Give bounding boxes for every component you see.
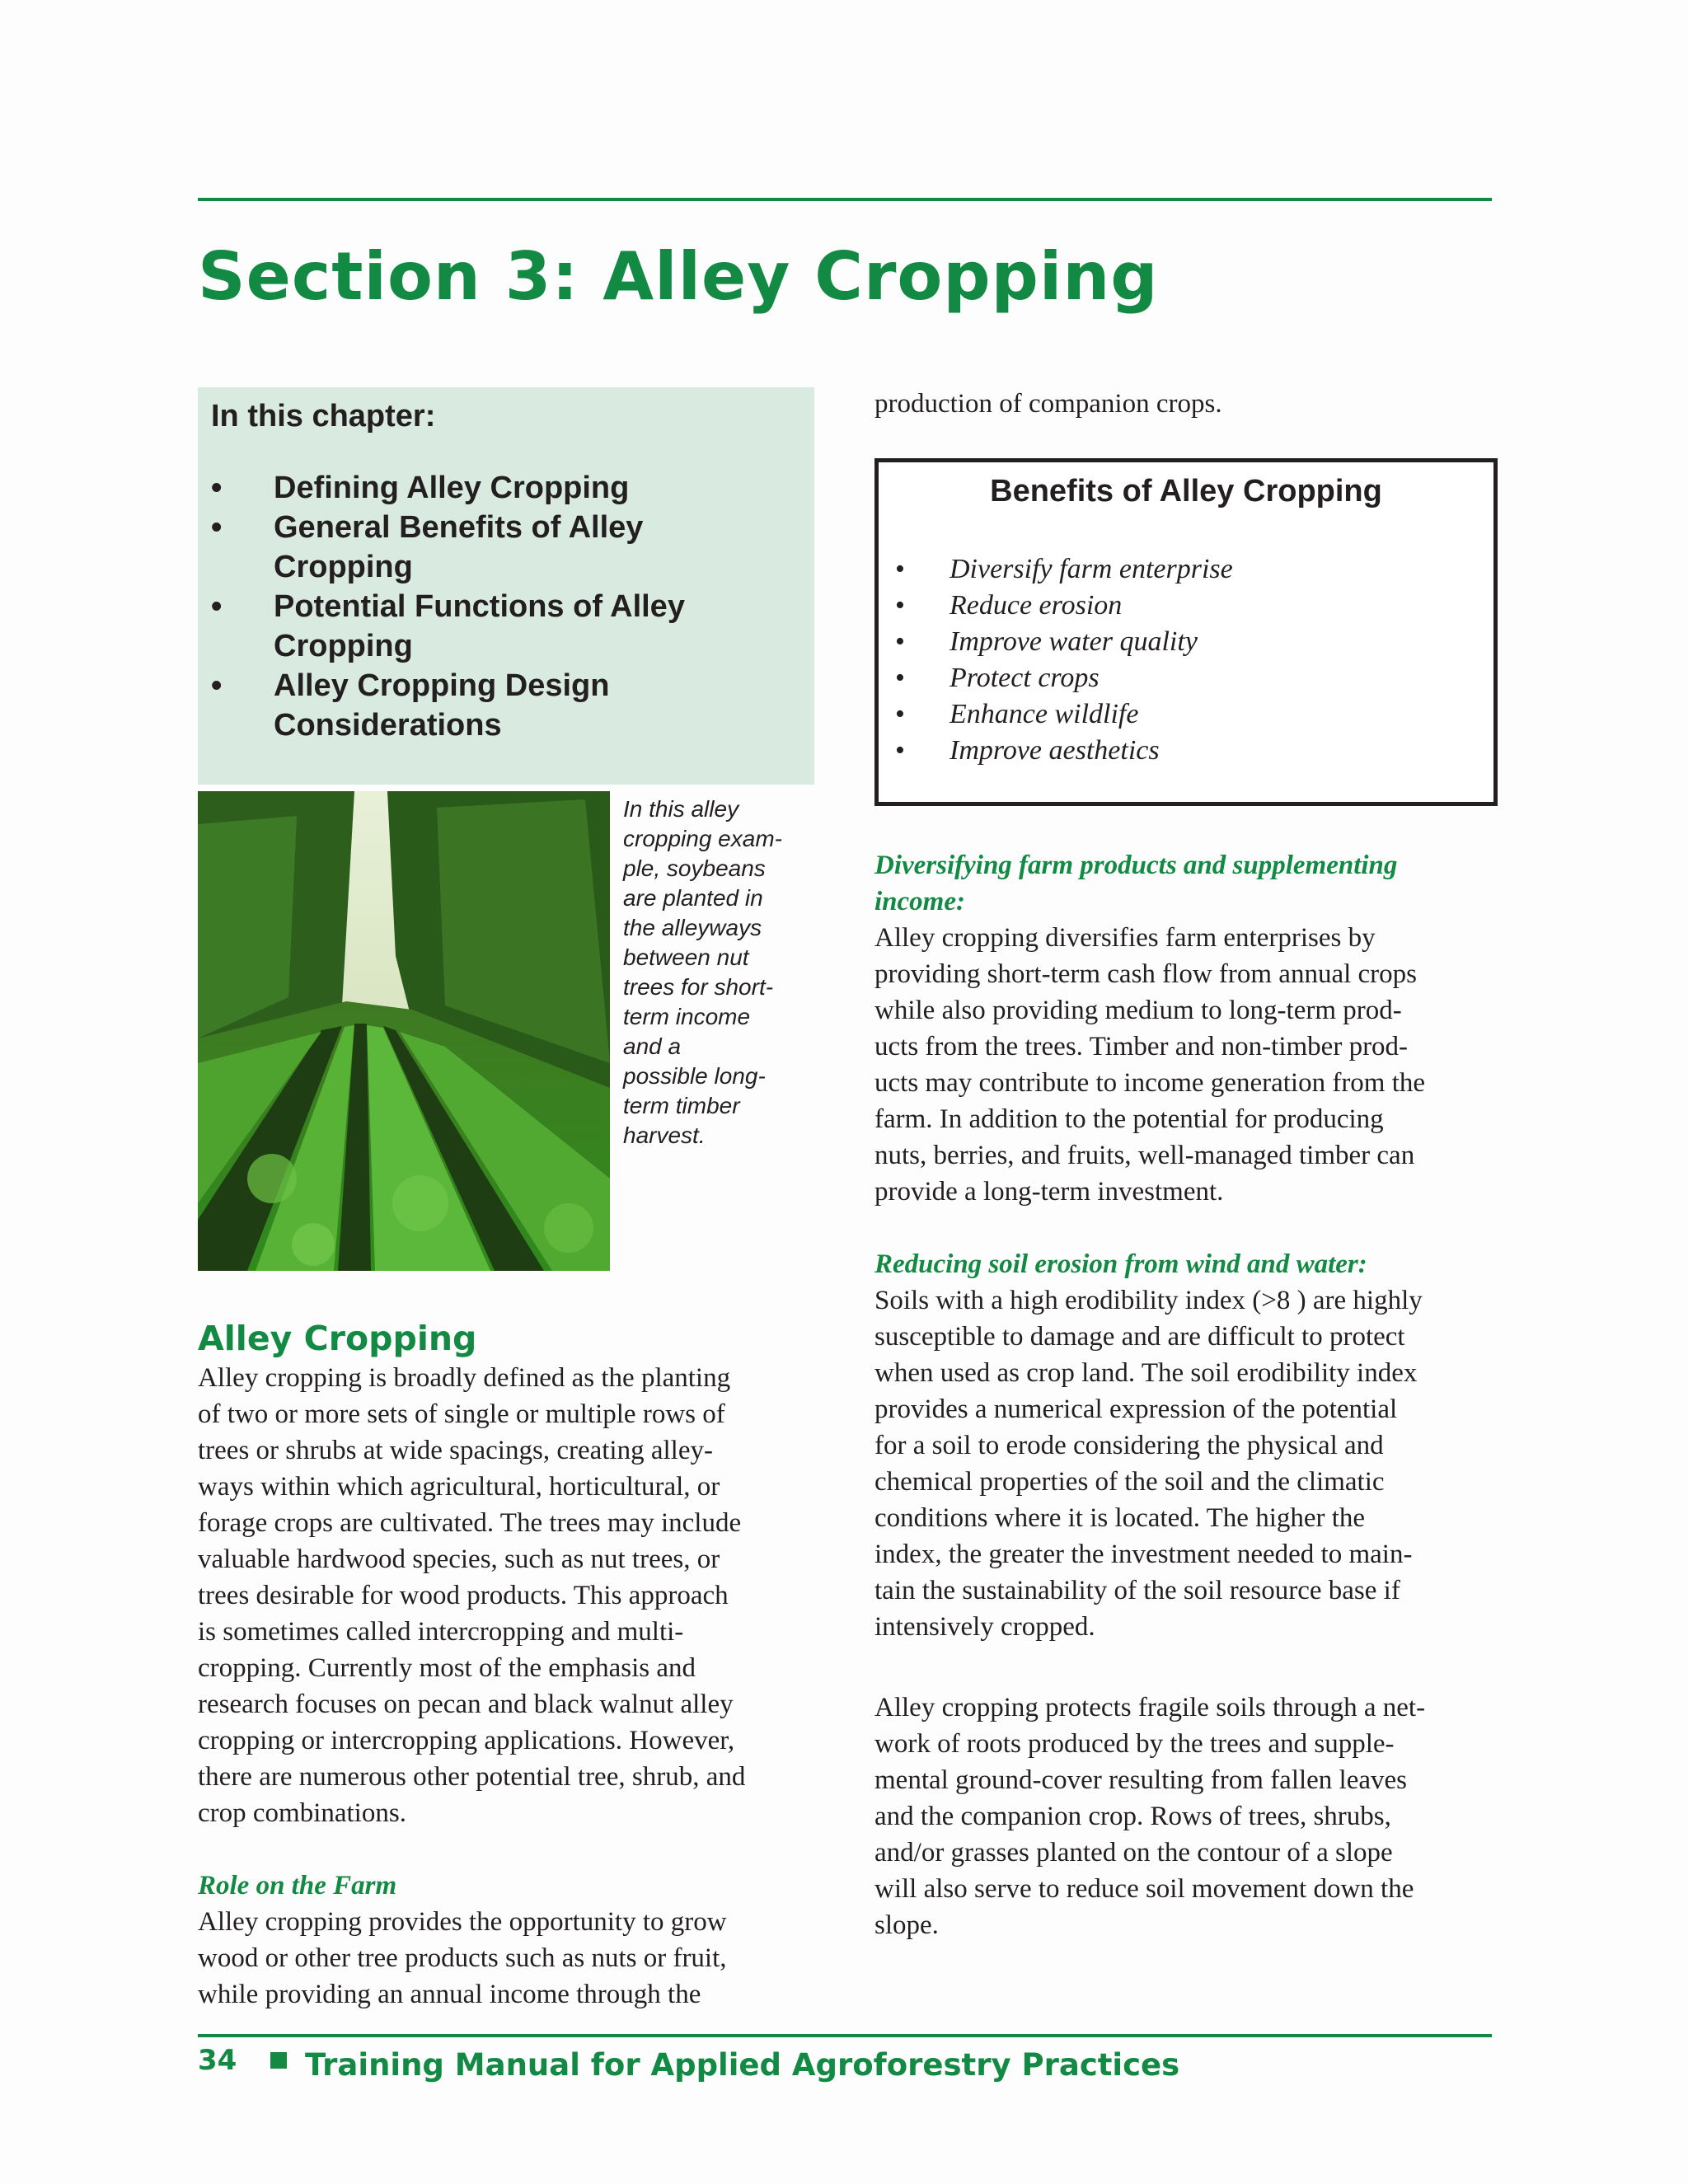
benefits-box <box>874 458 1498 806</box>
soil-erosion-heading: Reducing soil erosion from wind and water: <box>874 1249 1367 1279</box>
diversifying-paragraph: Alley cropping diversifies farm enterprises by providing short-term cash flow from annual crops while also providing medium to long-term prod- ucts from the trees. Timber and non-timber prod- ucts may contribute to income generation from the farm. In addition to the potential for producing nuts, berries, and fruits, well-managed timber can provide a long-term investment. <box>874 923 1426 1207</box>
chapter-list <box>211 468 804 745</box>
soil-erosion-paragraph: Soils with a high erodibility index (>8 ) are highly susceptible to damage and are difficult to protect when used as crop land. The soil erodibility index provides a numerical expression of the potential for a soil to erode considering the physical and chemical properties of the soil and the climatic conditions where it is located. The higher the index, the greater the investment needed to main- tain the sustainability of the soil resource base if intensively cropped. <box>874 1286 1423 1642</box>
bullet-icon: • <box>895 663 905 693</box>
bullet-icon: • <box>895 699 905 729</box>
definition-paragraph: Alley cropping is broadly defined as the planting of two or more sets of single or multiple rows of trees or shrubs at wide spacings, creating alley- ways within which agricultural, horticultural, or forage crops are cultivated. The trees may include valuable hardwood species, such as nut trees, or trees desirable for wood products. This approach is sometimes called intercropping and multi- cropping. Currently most of the emphasis and research focuses on pecan and black walnut alley cropping or intercropping applications. However, there are numerous other potential tree, shrub, and crop combinations. <box>198 1363 746 1828</box>
bullet-icon: • <box>211 471 223 505</box>
alley-cropping-photo <box>198 791 610 1271</box>
photo-caption: In this alley cropping exam- ple, soybeans are planted in the alleyways between nut trees for short- term income and a possible long- term timber harvest. <box>623 796 782 1148</box>
chapter-list-item: • Alley Cropping Design Considerations <box>211 666 804 745</box>
top-rule <box>198 198 1492 201</box>
soil-erosion-block <box>874 1246 1509 1645</box>
benefit-item: • Improve water quality <box>895 624 1233 660</box>
alley-cropping-heading: Alley Cropping <box>198 1319 477 1358</box>
bullet-icon: • <box>895 626 905 657</box>
bullet-icon: • <box>211 510 223 545</box>
benefits-list <box>895 551 1233 769</box>
footer-title: Training Manual for Applied Agroforestry Practices <box>305 2047 1180 2083</box>
benefit-item: • Diversify farm enterprise <box>895 551 1233 588</box>
bullet-icon: • <box>895 735 905 766</box>
benefit-item: • Protect crops <box>895 660 1233 696</box>
role-on-farm-block <box>198 1868 824 2013</box>
bottom-rule <box>198 2034 1492 2037</box>
diversifying-block <box>874 847 1501 1210</box>
bullet-icon: • <box>211 668 223 703</box>
bullet-icon: • <box>211 589 223 624</box>
benefit-item: • Enhance wildlife <box>895 696 1233 733</box>
fragile-soils-paragraph: Alley cropping protects fragile soils through a net- work of roots produced by the trees and supple- mental ground-cover resulting from fallen leaves and the companion crop. Rows of trees, shrubs, and/or grasses planted on the contour of a slope will also serve to reduce soil movement down the slope. <box>874 1693 1426 1940</box>
role-on-farm-heading: Role on the Farm <box>198 1871 397 1900</box>
benefit-item: • Reduce erosion <box>895 588 1233 624</box>
square-bullet-icon <box>270 2052 287 2069</box>
chapter-list-item: • Defining Alley Cropping <box>211 468 804 508</box>
chapter-list-item: • General Benefits of Alley Cropping <box>211 508 804 587</box>
benefit-item: • Improve aesthetics <box>895 733 1233 769</box>
chapter-list-item: • Potential Functions of Alley Cropping <box>211 587 804 666</box>
benefits-heading: Benefits of Alley Cropping <box>990 474 1382 509</box>
role-on-farm-paragraph: Alley cropping provides the opportunity to grow wood or other tree products such as nuts or fruit, while providing an annual income through the <box>198 1907 727 2009</box>
bullet-icon: • <box>895 590 905 621</box>
chapter-box-heading: In this chapter: <box>211 399 436 434</box>
chapter-contents-box <box>198 387 814 785</box>
continued-text: production of companion crops. <box>874 389 1222 419</box>
page-number: 34 <box>198 2044 237 2077</box>
diversifying-heading: Diversifying farm products and supplementing income: <box>874 851 1398 916</box>
section-title: Section 3: Alley Cropping <box>198 238 1159 315</box>
bullet-icon: • <box>895 554 905 584</box>
